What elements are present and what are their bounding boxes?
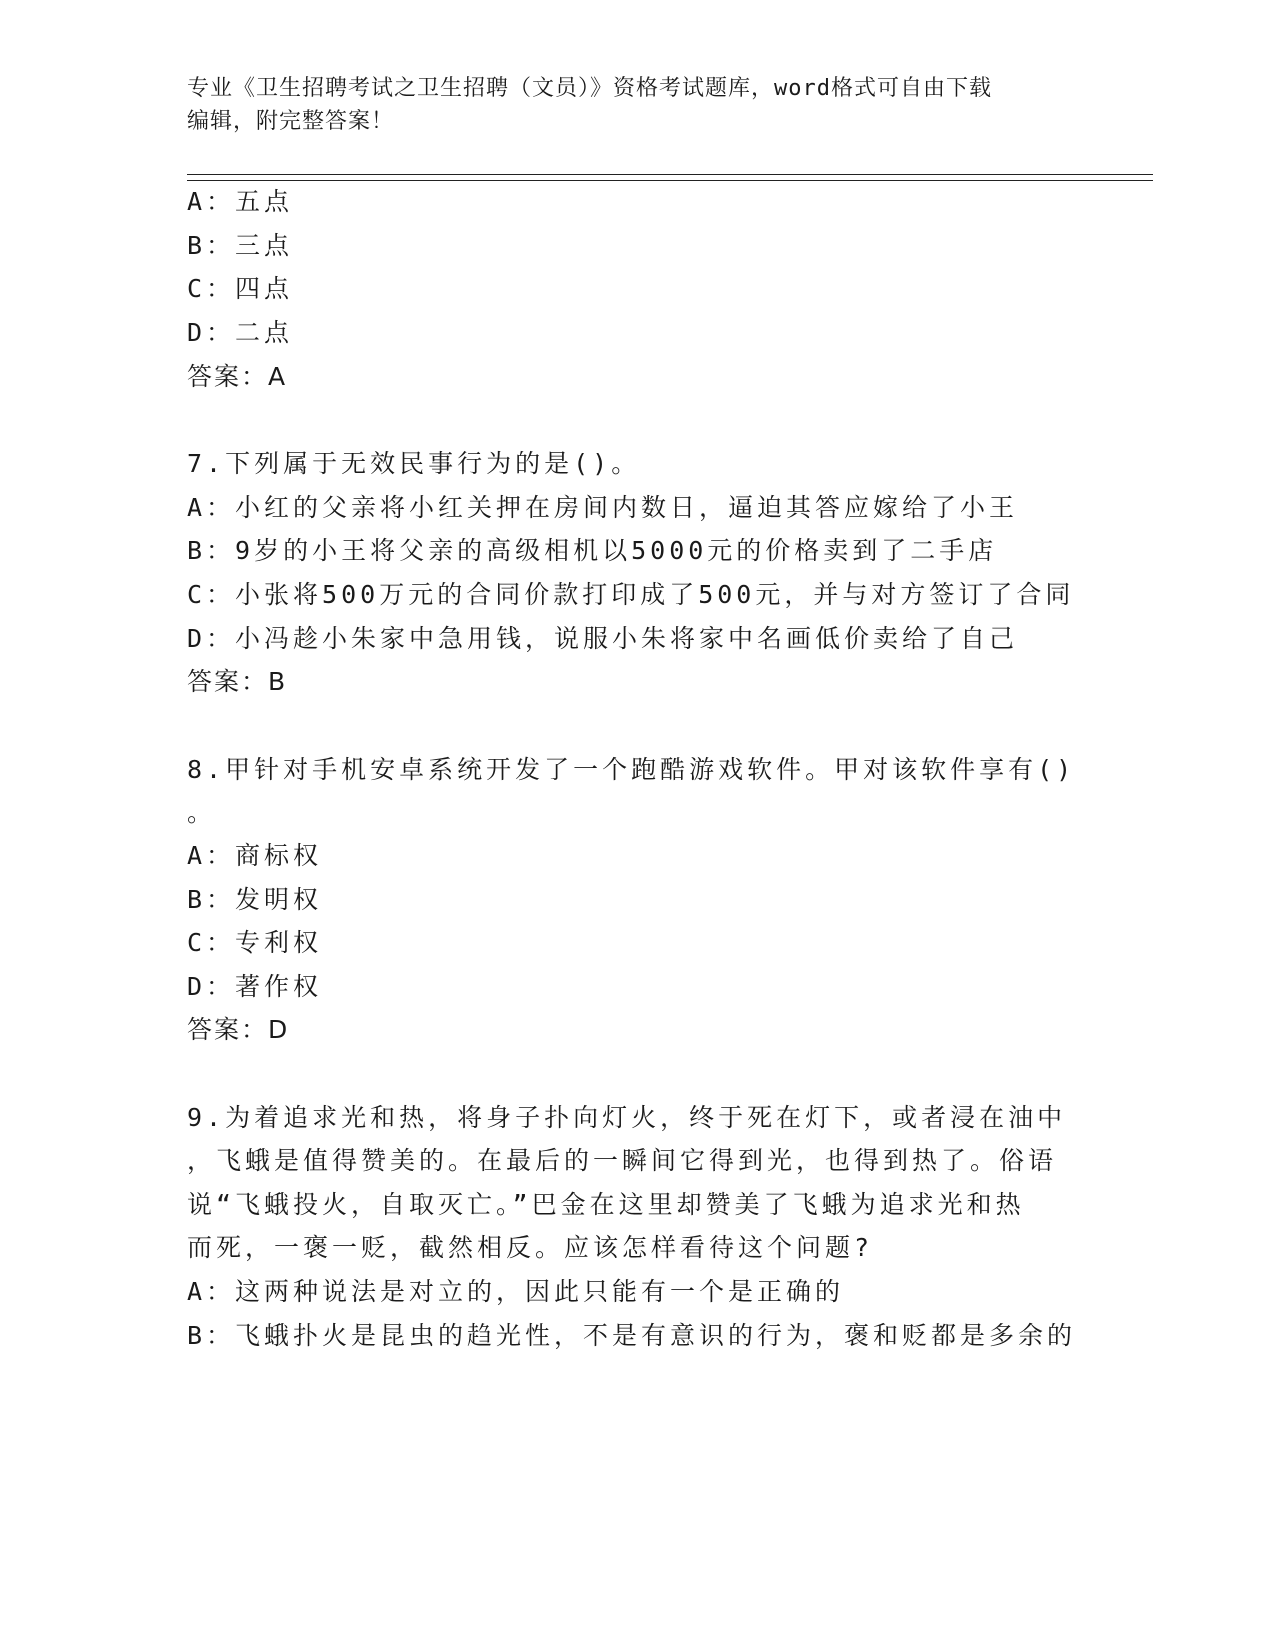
q7-option-a: A：小红的父亲将小红关押在房间内数日，逼迫其答应嫁给了小王 xyxy=(187,493,1019,522)
q8-question-line-2: 。 xyxy=(187,798,217,827)
q8-answer: 答案：D xyxy=(187,1015,290,1044)
q8-option-c: C：专利权 xyxy=(187,928,323,957)
q9-question-line-2: ，飞蛾是值得赞美的。在最后的一瞬间它得到光，也得到热了。俗语 xyxy=(187,1146,1058,1175)
q7-question: 7.下列属于无效民事行为的是()。 xyxy=(187,449,641,478)
header-divider-top xyxy=(187,174,1153,175)
q6-option-a: A：五点 xyxy=(187,187,294,216)
document-header xyxy=(187,72,1067,138)
q9-option-b: B：飞蛾扑火是昆虫的趋光性，不是有意识的行为，褒和贬都是多余的 xyxy=(187,1321,1077,1350)
q7-option-b: B：9岁的小王将父亲的高级相机以5000元的价格卖到了二手店 xyxy=(187,536,998,565)
q8-option-d: D：著作权 xyxy=(187,972,323,1001)
q9-question-line-4: 而死，一褒一贬，截然相反。应该怎样看待这个问题? xyxy=(187,1233,874,1262)
q9-question-line-3: 说“飞蛾投火，自取灭亡。”巴金在这里却赞美了飞蛾为追求光和热 xyxy=(187,1190,1025,1219)
q7-option-d: D：小冯趁小朱家中急用钱，说服小朱将家中名画低价卖给了自己 xyxy=(187,624,1019,653)
q6-option-d: D：二点 xyxy=(187,318,294,347)
header-line-2: 编辑，附完整答案！ xyxy=(187,109,395,134)
q9-question-line-1: 9.为着追求光和热，将身子扑向灯火，终于死在灯下，或者浸在油中 xyxy=(187,1103,1067,1132)
q6-option-b: B：三点 xyxy=(187,231,294,260)
header-line-1: 专业《卫生招聘考试之卫生招聘（文员）》资格考试题库，word格式可自由下载 xyxy=(187,76,992,101)
q8-option-a: A：商标权 xyxy=(187,841,323,870)
q7-option-c: C：小张将500万元的合同价款打印成了500元，并与对方签订了合同 xyxy=(187,580,1075,609)
q6-answer: 答案：A xyxy=(187,362,288,391)
q8-question-line-1: 8.甲针对手机安卓系统开发了一个跑酷游戏软件。甲对该软件享有() xyxy=(187,755,1076,784)
q9-option-a: A：这两种说法是对立的，因此只能有一个是正确的 xyxy=(187,1277,845,1306)
q6-option-c: C：四点 xyxy=(187,274,294,303)
q7-answer: 答案：B xyxy=(187,667,288,696)
header-divider-bottom xyxy=(187,180,1153,181)
q8-option-b: B：发明权 xyxy=(187,885,323,914)
